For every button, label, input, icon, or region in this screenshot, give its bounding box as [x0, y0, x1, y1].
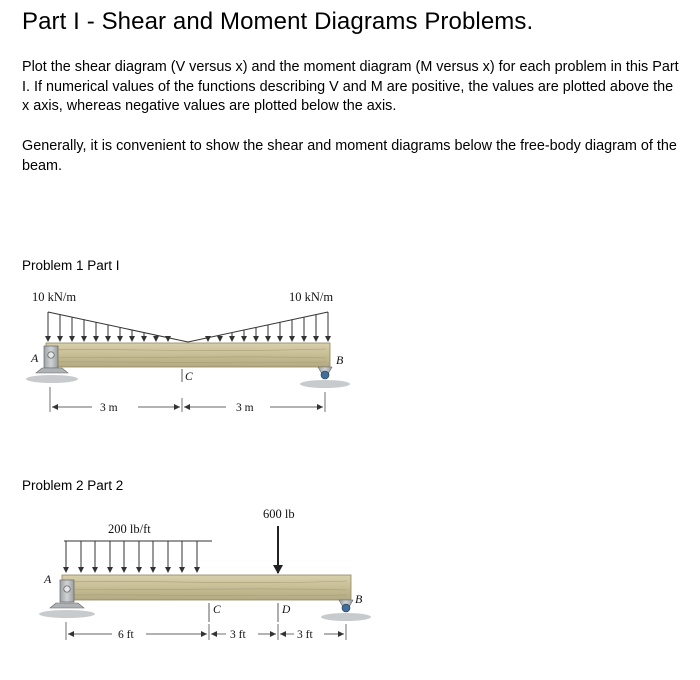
p2-distributed-load-label: 200 lb/ft — [108, 522, 151, 536]
p2-beam — [62, 575, 351, 600]
p2-load-arrow-head — [63, 567, 69, 573]
problem-2-label: Problem 2 Part 2 — [22, 478, 124, 493]
p2-load-arrow-head — [78, 567, 84, 573]
p1-load-arrow-head — [229, 336, 235, 342]
p1-load-arrow-head — [325, 336, 331, 342]
p2-load-arrow-head — [165, 567, 171, 573]
p1-label-b: B — [336, 353, 344, 367]
p1-load-envelope — [48, 312, 328, 342]
problem-1-label: Problem 1 Part I — [22, 258, 120, 273]
p2-load-arrow-head — [136, 567, 142, 573]
p1-dim-left: 3 m — [100, 402, 118, 414]
p1-load-arrow-head — [205, 336, 211, 342]
p1-load-arrow-head — [57, 336, 63, 342]
p1-load-arrow-head — [69, 336, 75, 342]
p2-load-arrow-head — [121, 567, 127, 573]
p2-label-b: B — [355, 592, 363, 606]
p1-load-arrow-head — [117, 336, 123, 342]
p1-roller-support-b — [300, 367, 350, 388]
p1-label-a: A — [31, 351, 39, 365]
p2-load-arrow-head — [150, 567, 156, 573]
p1-load-arrow-head — [153, 336, 159, 342]
p1-label-c: C — [185, 371, 193, 383]
problem-1-figure — [26, 290, 350, 414]
p2-label-d: D — [282, 604, 291, 616]
note-paragraph: Generally, it is convenient to show the shear and moment diagrams below the free-body diagram of the beam. — [22, 138, 677, 174]
p2-dim-3: 3 ft — [297, 629, 313, 641]
p1-load-arrow-head — [301, 336, 307, 342]
p1-load-left-label: 10 kN/m — [32, 290, 77, 304]
p1-distributed-load-arrows — [45, 312, 331, 342]
p1-load-arrow-head — [105, 336, 111, 342]
p2-roller-support-b — [321, 600, 371, 621]
p2-load-arrow-head — [107, 567, 113, 573]
instructions-paragraph: Plot the shear diagram (V versus x) and the moment diagram (M versus x) for each problem in this Part I. If numerical values of the functions describing V and M are positive, the values are plotted above the x axis, whereas negative values are plotted below the axis. — [22, 59, 679, 114]
p2-label-c: C — [213, 604, 221, 616]
p1-beam — [46, 343, 330, 367]
p1-load-arrow-head — [289, 336, 295, 342]
p1-load-arrow-head — [45, 336, 51, 342]
p1-load-arrow-head — [241, 336, 247, 342]
p1-load-arrow-head — [217, 336, 223, 342]
p1-load-arrow-head — [141, 336, 147, 342]
p2-point-load-label: 600 lb — [263, 507, 295, 521]
p1-load-arrow-head — [313, 336, 319, 342]
p2-dim-1: 6 ft — [118, 629, 134, 641]
p1-load-arrow-head — [253, 336, 259, 342]
p1-load-arrow-head — [265, 336, 271, 342]
p1-load-arrow-head — [93, 336, 99, 342]
p2-label-a: A — [44, 572, 52, 586]
p1-load-arrow-head — [81, 336, 87, 342]
p1-load-right-label: 10 kN/m — [289, 290, 334, 304]
problem-2-figure — [39, 507, 371, 641]
p2-load-arrow-head — [194, 567, 200, 573]
p2-dim-2: 3 ft — [230, 629, 246, 641]
p1-load-arrow-head — [129, 336, 135, 342]
p1-load-arrow-head — [165, 336, 171, 342]
page-title: Part I - Shear and Moment Diagrams Problems. — [22, 8, 534, 35]
p1-dim-right: 3 m — [236, 402, 254, 414]
p2-distributed-load-arrows — [63, 541, 200, 573]
p1-load-arrow-head — [277, 336, 283, 342]
p2-load-arrow-head — [92, 567, 98, 573]
p2-load-arrow-head — [179, 567, 185, 573]
